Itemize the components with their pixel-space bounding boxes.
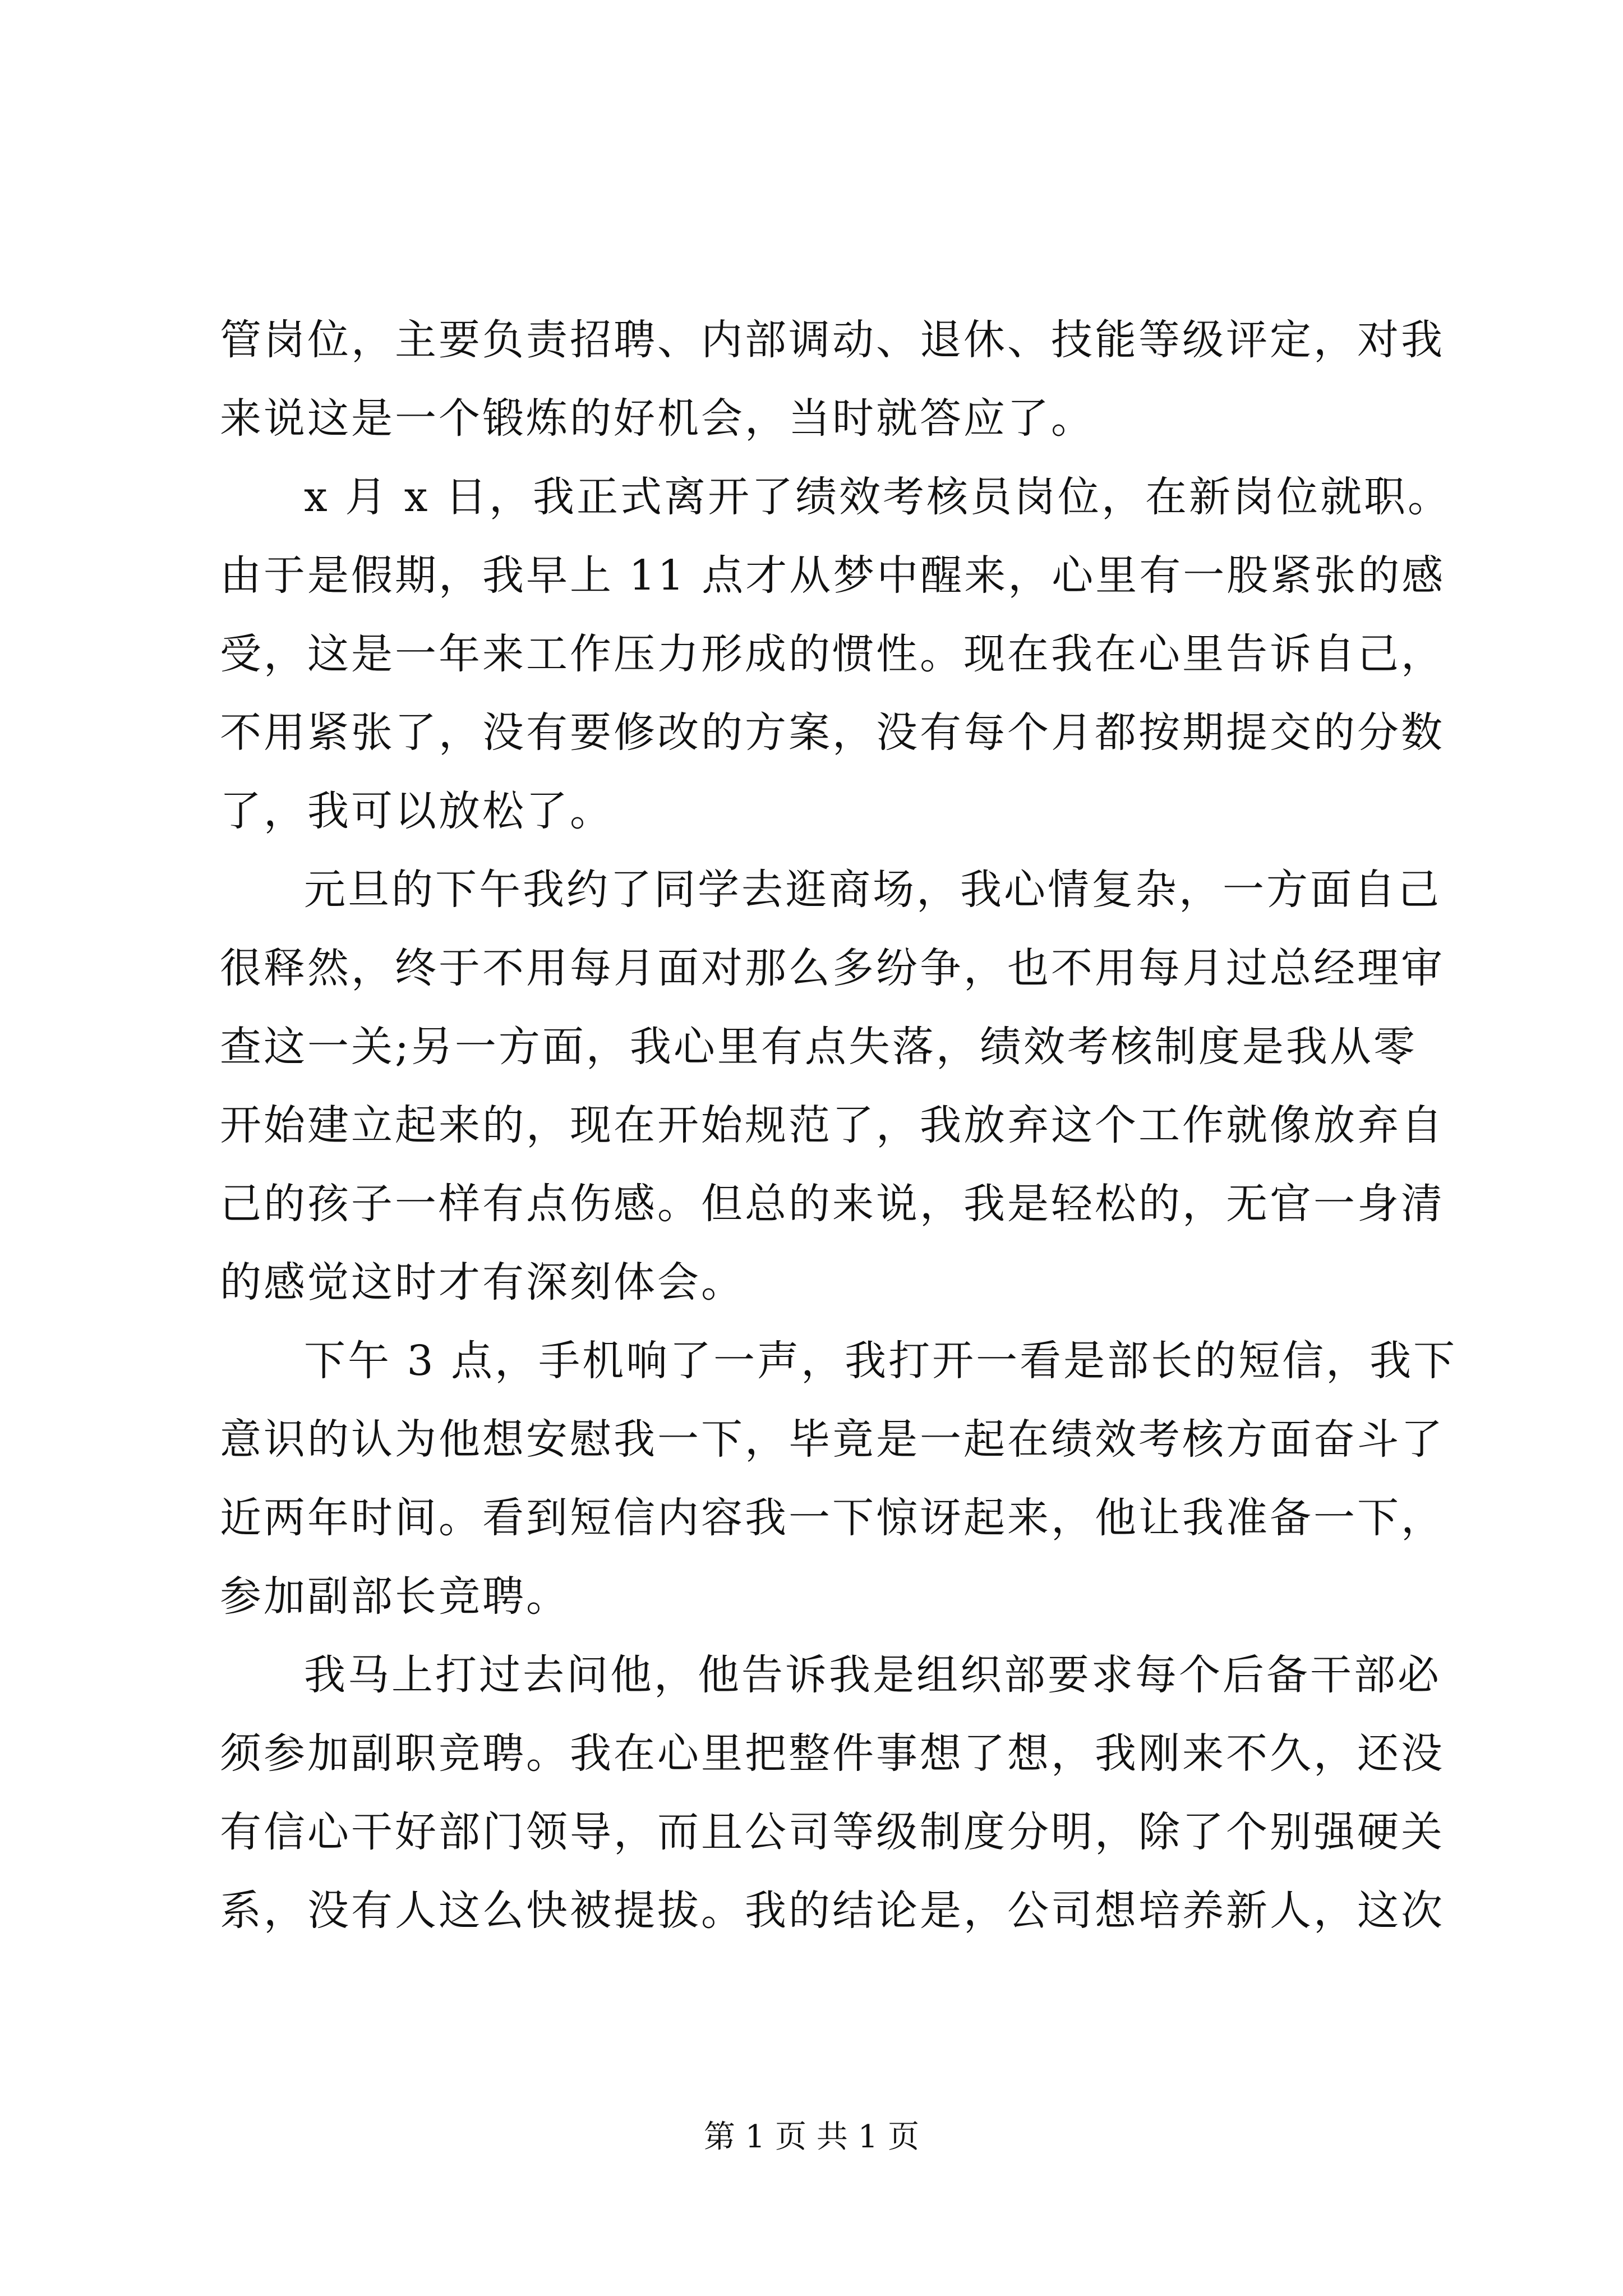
- paragraph-line: 查这一关;另一方面，我心里有点失落，绩效考核制度是我从零: [220, 1023, 1417, 1071]
- paragraph-line: 近两年时间。看到短信内容我一下惊讶起来，他让我准备一下，: [220, 1494, 1445, 1542]
- paragraph-line: 受，这是一年来工作压力形成的惯性。现在我在心里告诉自己，: [220, 630, 1445, 678]
- paragraph-line: 有信心干好部门领导，而且公司等级制度分明，除了个别强硬关: [220, 1808, 1445, 1856]
- document-body: [220, 301, 1458, 1950]
- paragraph-line: 很释然，终于不用每月面对那么多纷争，也不用每月过总经理审: [220, 944, 1445, 992]
- paragraph-line: 的感觉这时才有深刻体会。: [220, 1258, 745, 1306]
- paragraph-line: 元旦的下午我约了同学去逛商场，我心情复杂，一方面自己: [304, 866, 1441, 914]
- paragraph-line: 我马上打过去问他，他告诉我是组织部要求每个后备干部必: [304, 1651, 1441, 1699]
- paragraph-line: 管岗位，主要负责招聘、内部调动、退休、技能等级评定，对我: [220, 316, 1445, 364]
- paragraph-line: 不用紧张了，没有要修改的方案，没有每个月都按期提交的分数: [220, 708, 1445, 757]
- paragraph-line: 开始建立起来的，现在开始规范了，我放弃这个工作就像放弃自: [220, 1101, 1445, 1149]
- paragraph-line: 须参加副职竞聘。我在心里把整件事想了想，我刚来不久，还没: [220, 1729, 1445, 1778]
- paragraph-line: 意识的认为他想安慰我一下，毕竟是一起在绩效考核方面奋斗了: [220, 1415, 1445, 1464]
- paragraph-line: 系，没有人这么快被提拔。我的结论是，公司想培养新人，这次: [220, 1887, 1445, 1935]
- page-number: 第 1 页 共 1 页: [703, 2119, 920, 2155]
- paragraph-line: 由于是假期，我早上 11 点才从梦中醒来，心里有一股紧张的感: [220, 551, 1446, 600]
- paragraph-line: 下午 3 点，手机响了一声，我打开一看是部长的短信，我下: [304, 1337, 1458, 1385]
- paragraph-line: 参加副部长竞聘。: [220, 1572, 570, 1621]
- paragraph-line: x 月 x 日，我正式离开了绩效考核员岗位，在新岗位就职。: [304, 473, 1452, 521]
- paragraph-line: 来说这是一个锻炼的好机会，当时就答应了。: [220, 394, 1095, 443]
- paragraph-line: 了，我可以放松了。: [220, 787, 614, 835]
- paragraph-line: 己的孩子一样有点伤感。但总的来说，我是轻松的，无官一身清: [220, 1180, 1445, 1228]
